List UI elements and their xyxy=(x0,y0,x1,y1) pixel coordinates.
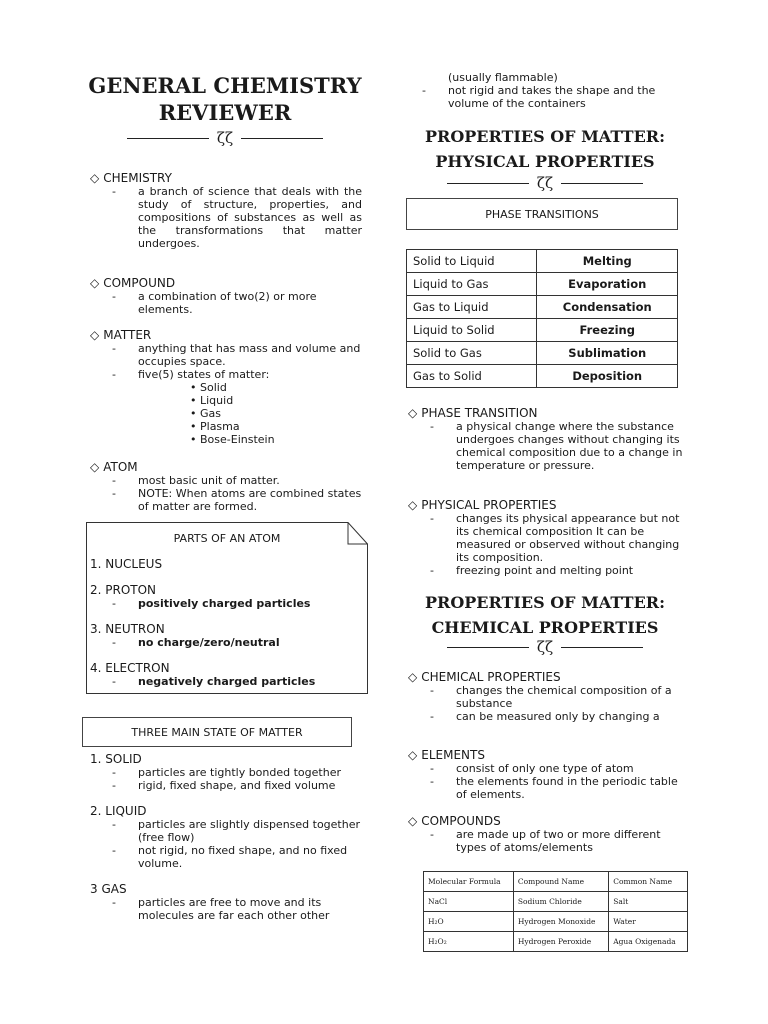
atom-part-desc: - no charge/zero/neutral xyxy=(112,636,280,649)
table-row: Liquid to Gas Evaporation xyxy=(407,273,678,296)
state-liquid xyxy=(90,805,362,870)
diamond-icon: ◇ xyxy=(408,406,418,420)
states-list xyxy=(90,381,362,446)
state-item: • Gas xyxy=(190,407,221,420)
section-matter xyxy=(90,329,362,446)
section-chemistry xyxy=(90,172,362,250)
ornament-icon: ζζ xyxy=(536,638,554,656)
diamond-icon: ◇ xyxy=(408,670,418,684)
atom-part-label: 3. NEUTRON xyxy=(90,622,165,636)
title-line-1: GENERAL CHEMISTRY xyxy=(88,73,362,98)
list-item: - a branch of science that deals with the study of structure, properties, and compositions of substances as well as the transformations that matter undergoes. xyxy=(112,185,362,250)
list-item: - anything that has mass and volume and occupies space. xyxy=(112,342,361,368)
diamond-icon: ◇ xyxy=(90,171,100,185)
state-label: 2. LIQUID xyxy=(90,804,147,818)
physical-properties-title: PROPERTIES OF MATTER: PHYSICAL PROPERTIES xyxy=(425,127,665,171)
atom-parts-box xyxy=(86,522,368,694)
state-label: 1. SOLID xyxy=(90,752,142,766)
section-compounds xyxy=(408,815,688,854)
list-item: (usually flammable) xyxy=(448,71,558,84)
list-item: - five(5) states of matter: xyxy=(112,368,270,381)
table-row: H₂O₂ Hydrogen Peroxide Agua Oxigenada xyxy=(424,932,688,952)
state-item: • Solid xyxy=(190,381,227,394)
physical-ornament xyxy=(400,176,690,191)
section-label: PHYSICAL PROPERTIES xyxy=(421,498,557,512)
table-row: Gas to Liquid Condensation xyxy=(407,296,678,319)
phase-table xyxy=(406,249,678,388)
section-compound xyxy=(90,277,362,316)
list-item: - most basic unit of matter. xyxy=(112,474,280,487)
atom-part-label: 4. ELECTRON xyxy=(90,661,170,675)
diamond-icon: ◇ xyxy=(90,276,100,290)
atom-part-label: 1. NUCLEUS xyxy=(90,557,163,571)
title-line-2: REVIEWER xyxy=(158,100,292,125)
state-item: • Plasma xyxy=(190,420,240,433)
section-physical-properties xyxy=(408,499,688,577)
list-item: - can be measured only by changing a xyxy=(430,710,660,723)
table-row: NaCl Sodium Chloride Salt xyxy=(424,892,688,912)
section-label: MATTER xyxy=(103,328,152,342)
table-row: Gas to Solid Deposition xyxy=(407,365,678,388)
ornament-icon: ζζ xyxy=(536,174,554,192)
table-row: Liquid to Solid Freezing xyxy=(407,319,678,342)
section-label: CHEMICAL PROPERTIES xyxy=(421,670,561,684)
list-item: - not rigid and takes the shape and the volume of the containers xyxy=(422,84,656,110)
list-item: - are made up of two or more different types of atoms/elements xyxy=(430,828,661,854)
section-label: ATOM xyxy=(103,460,138,474)
list-item: - changes the chemical composition of a substance xyxy=(430,684,672,710)
list-item: - rigid, fixed shape, and fixed volume xyxy=(112,779,336,792)
page-title xyxy=(80,72,370,126)
section-chemical-properties xyxy=(408,671,688,723)
list-item: - NOTE: When atoms are combined states of matter are formed. xyxy=(112,487,362,513)
state-label: 3 GAS xyxy=(90,882,127,896)
diamond-icon: ◇ xyxy=(408,498,418,512)
section-label: COMPOUNDS xyxy=(421,814,501,828)
table-row: Solid to Liquid Melting xyxy=(407,250,678,273)
table-row: Solid to Gas Sublimation xyxy=(407,342,678,365)
state-item: • Liquid xyxy=(190,394,234,407)
section-label: COMPOUND xyxy=(103,276,176,290)
diamond-icon: ◇ xyxy=(408,814,418,828)
section-label: CHEMISTRY xyxy=(103,171,172,185)
list-item: - the elements found in the periodic table of elements. xyxy=(430,775,678,801)
table-header-row: Molecular Formula Compound Name Common Name xyxy=(424,872,688,892)
atom-part-label: 2. PROTON xyxy=(90,583,157,597)
chemical-ornament xyxy=(400,640,690,655)
states-box-title: THREE MAIN STATE OF MATTER xyxy=(82,717,352,747)
table-row: H₂O Hydrogen Monoxide Water xyxy=(424,912,688,932)
list-item: - a combination of two(2) or more elements. xyxy=(112,290,317,316)
title-ornament xyxy=(80,131,370,146)
ornament-icon: ζζ xyxy=(216,129,234,147)
list-item: - particles are free to move and its molecules are far each other other xyxy=(112,896,330,922)
list-item: - particles are slightly dispensed together (free flow) xyxy=(112,818,361,844)
list-item: - consist of only one type of atom xyxy=(430,762,634,775)
atom-part-desc: - negatively charged particles xyxy=(112,675,316,688)
diamond-icon: ◇ xyxy=(90,460,100,474)
atom-box-title: PARTS OF AN ATOM xyxy=(173,532,281,545)
molecular-table xyxy=(423,871,688,952)
phase-box-title: PHASE TRANSITIONS xyxy=(406,198,678,230)
gas-continuation xyxy=(400,71,690,110)
diamond-icon: ◇ xyxy=(408,748,418,762)
section-label: PHASE TRANSITION xyxy=(421,406,538,420)
section-label: ELEMENTS xyxy=(421,748,485,762)
list-item: - changes its physical appearance but not its chemical composition It can be measured or observed without changing its composition. xyxy=(430,512,680,564)
section-phase-transition xyxy=(408,407,688,472)
state-solid xyxy=(90,753,362,792)
states-detail xyxy=(90,753,362,922)
list-item: - not rigid, no fixed shape, and no fixed volume. xyxy=(112,844,348,870)
list-item: - freezing point and melting point xyxy=(430,564,634,577)
state-gas xyxy=(90,883,362,922)
atom-part-desc: - positively charged particles xyxy=(112,597,311,610)
list-item: - particles are tightly bonded together xyxy=(112,766,341,779)
section-atom xyxy=(90,461,362,513)
state-item: • Bose-Einstein xyxy=(190,433,275,446)
list-item: - a physical change where the substance undergoes changes without changing its chemical composition due to a change in temperature or pressure. xyxy=(430,420,683,472)
chemical-properties-title: PROPERTIES OF MATTER: CHEMICAL PROPERTIES xyxy=(425,593,665,637)
diamond-icon: ◇ xyxy=(90,328,100,342)
section-elements xyxy=(408,749,688,801)
